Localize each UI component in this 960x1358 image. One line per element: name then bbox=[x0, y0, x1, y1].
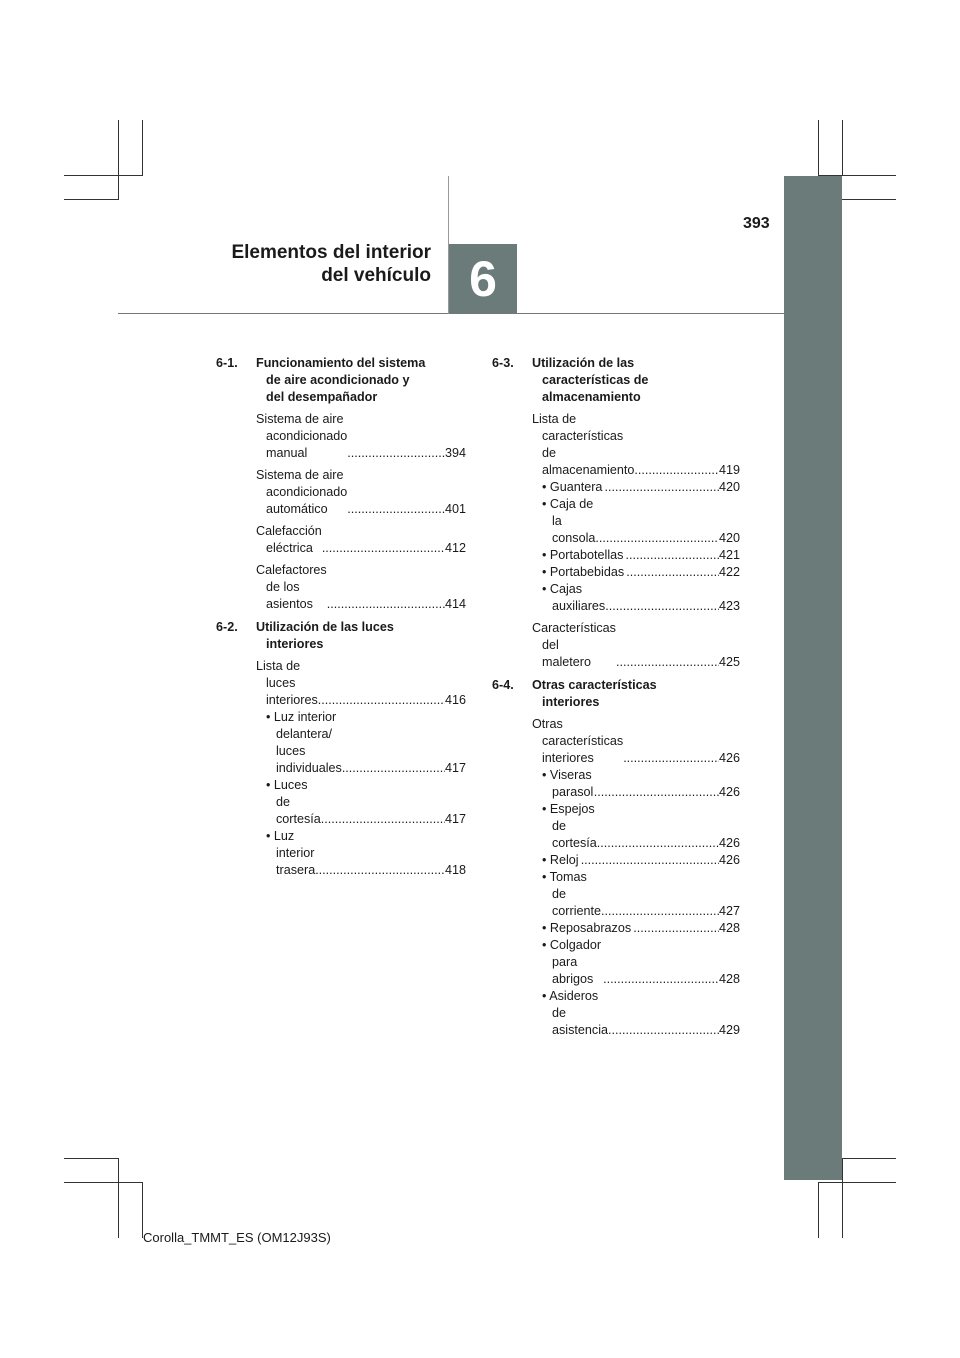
toc-entry[interactable] bbox=[532, 767, 740, 801]
toc-entry-page: 401 bbox=[444, 502, 466, 516]
toc-entry[interactable] bbox=[256, 467, 466, 518]
section-title: Otras características interiores bbox=[532, 678, 657, 709]
toc-entry[interactable] bbox=[256, 777, 466, 828]
toc-entry-page: 414 bbox=[444, 597, 466, 611]
toc-entry-label: • Portabebidas bbox=[542, 565, 625, 579]
section-number: 6-1. bbox=[216, 356, 238, 370]
section-heading bbox=[492, 355, 740, 406]
toc-entry[interactable] bbox=[532, 937, 740, 988]
toc-entry[interactable] bbox=[256, 411, 466, 462]
section-heading bbox=[216, 619, 466, 653]
toc-entry-label: • Tomas de corriente bbox=[542, 870, 601, 918]
toc-entry[interactable] bbox=[532, 479, 740, 496]
toc-entry-label: Lista de características de almacenamiento bbox=[532, 412, 635, 477]
dot-leader bbox=[626, 564, 719, 581]
toc-entry-label: • Caja de la consola bbox=[542, 497, 596, 545]
toc-entry-label: • Reposabrazos bbox=[542, 921, 632, 935]
chapter-title-line2: del vehículo bbox=[321, 265, 431, 286]
toc-section bbox=[216, 619, 466, 879]
dot-leader bbox=[342, 760, 445, 777]
toc-entry-label: • Luces de cortesía bbox=[266, 778, 321, 826]
dot-leader bbox=[327, 596, 445, 613]
dot-leader bbox=[595, 530, 719, 547]
toc-entry-label: Sistema de aire acondicionado manual bbox=[256, 412, 348, 460]
dot-leader bbox=[315, 862, 445, 879]
section-title: Utilización de las luces interiores bbox=[256, 620, 394, 651]
section-title: Funcionamiento del sistema de aire acondicionado y del desempañador bbox=[256, 356, 426, 404]
toc-entry-label: • Asideros de asistencia bbox=[542, 989, 609, 1037]
toc-entry-page: 428 bbox=[718, 972, 740, 986]
dot-leader bbox=[605, 479, 719, 496]
footer-text: Corolla_TMMT_ES (OM12J93S) bbox=[143, 1230, 331, 1245]
chapter-number: 6 bbox=[469, 251, 497, 307]
page-number: 393 bbox=[743, 215, 770, 232]
dot-leader bbox=[633, 920, 719, 937]
toc-entry-page: 426 bbox=[718, 836, 740, 850]
toc-entry-label: • Portabotellas bbox=[542, 548, 624, 562]
toc-entry[interactable] bbox=[532, 620, 740, 671]
toc-section bbox=[216, 355, 466, 613]
toc-entry-page: 417 bbox=[444, 761, 466, 775]
section-number: 6-3. bbox=[492, 356, 514, 370]
toc-entry[interactable] bbox=[532, 988, 740, 1039]
toc-entry[interactable] bbox=[532, 411, 740, 479]
toc-entry-label: Lista de luces interiores bbox=[256, 659, 318, 707]
toc-entry-label: • Luz interior trasera bbox=[266, 829, 316, 877]
toc-entry-label: • Viseras parasol bbox=[542, 768, 594, 799]
dot-leader bbox=[634, 462, 719, 479]
toc-entry[interactable] bbox=[532, 801, 740, 852]
toc-entry-page: 428 bbox=[718, 921, 740, 935]
toc-entry[interactable] bbox=[532, 564, 740, 581]
toc-entry[interactable] bbox=[532, 716, 740, 767]
toc-entry-page: 426 bbox=[718, 785, 740, 799]
dot-leader bbox=[347, 445, 445, 462]
toc-column-left bbox=[216, 355, 466, 885]
toc-entry[interactable] bbox=[532, 852, 740, 869]
toc-entry[interactable] bbox=[532, 869, 740, 920]
toc-section bbox=[492, 355, 740, 671]
toc-entry-page: 394 bbox=[444, 446, 466, 460]
toc-entry-page: 422 bbox=[718, 565, 740, 579]
toc-entry-label: • Luz interior delantera/ luces individuales bbox=[266, 710, 342, 775]
toc-entry[interactable] bbox=[256, 523, 466, 557]
dot-leader bbox=[626, 547, 719, 564]
toc-entry-page: 420 bbox=[718, 480, 740, 494]
dot-leader bbox=[322, 540, 445, 557]
toc-entry-label: • Reloj bbox=[542, 853, 579, 867]
chapter-number-box bbox=[449, 244, 517, 314]
toc-entry-page: 420 bbox=[718, 531, 740, 545]
section-number: 6-2. bbox=[216, 620, 238, 634]
toc-entry-page: 427 bbox=[718, 904, 740, 918]
dot-leader bbox=[597, 835, 719, 852]
toc-entry-page: 425 bbox=[718, 655, 740, 669]
section-number: 6-4. bbox=[492, 678, 514, 692]
toc-entry-label: Calefactores de los asientos bbox=[256, 563, 327, 611]
toc-entry-label: Características del maletero bbox=[532, 621, 616, 669]
section-title: Utilización de las características de almacenamiento bbox=[532, 356, 649, 404]
toc-entry-label: Otras características interiores bbox=[532, 717, 624, 765]
dot-leader bbox=[623, 750, 719, 767]
toc-entry[interactable] bbox=[532, 496, 740, 547]
chapter-title-line1: Elementos del interior bbox=[231, 242, 431, 263]
dot-leader bbox=[347, 501, 445, 518]
toc-entry-label: Sistema de aire acondicionado automático bbox=[256, 468, 348, 516]
chapter-title bbox=[231, 241, 431, 287]
dot-leader bbox=[594, 784, 719, 801]
dot-leader bbox=[616, 654, 719, 671]
section-heading bbox=[492, 677, 740, 711]
toc-entry-label: • Colgador para abrigos bbox=[542, 938, 602, 986]
dot-leader bbox=[318, 692, 445, 709]
toc-entry-page: 419 bbox=[718, 463, 740, 477]
toc-entry[interactable] bbox=[256, 562, 466, 613]
toc-entry-page: 412 bbox=[444, 541, 466, 555]
toc-entry-page: 423 bbox=[718, 599, 740, 613]
toc-entry[interactable] bbox=[256, 709, 466, 777]
toc-entry-label: • Cajas auxiliares bbox=[542, 582, 606, 613]
toc-entry-page: 417 bbox=[444, 812, 466, 826]
toc-entry[interactable] bbox=[532, 920, 740, 937]
dot-leader bbox=[601, 903, 719, 920]
dot-leader bbox=[581, 852, 719, 869]
toc-entry-page: 418 bbox=[444, 863, 466, 877]
toc-entry[interactable] bbox=[532, 581, 740, 615]
chapter-side-tab bbox=[784, 176, 842, 1180]
dot-leader bbox=[608, 1022, 719, 1039]
section-heading bbox=[216, 355, 466, 406]
toc-entry-label: • Espejos de cortesía bbox=[542, 802, 597, 850]
dot-leader bbox=[605, 598, 719, 615]
toc-entry[interactable] bbox=[256, 658, 466, 709]
toc-entry-page: 429 bbox=[718, 1023, 740, 1037]
toc-entry[interactable] bbox=[532, 547, 740, 564]
toc-entry-page: 416 bbox=[444, 693, 466, 707]
toc-entry-page: 426 bbox=[718, 853, 740, 867]
dot-leader bbox=[603, 971, 719, 988]
dot-leader bbox=[321, 811, 445, 828]
toc-section bbox=[492, 677, 740, 1039]
toc-entry[interactable] bbox=[256, 828, 466, 879]
toc-entry-page: 426 bbox=[718, 751, 740, 765]
toc-entry-label: • Guantera bbox=[542, 480, 603, 494]
toc-entry-label: Calefacción eléctrica bbox=[256, 524, 322, 555]
toc-column-right bbox=[492, 355, 740, 1045]
toc-entry-page: 421 bbox=[718, 548, 740, 562]
